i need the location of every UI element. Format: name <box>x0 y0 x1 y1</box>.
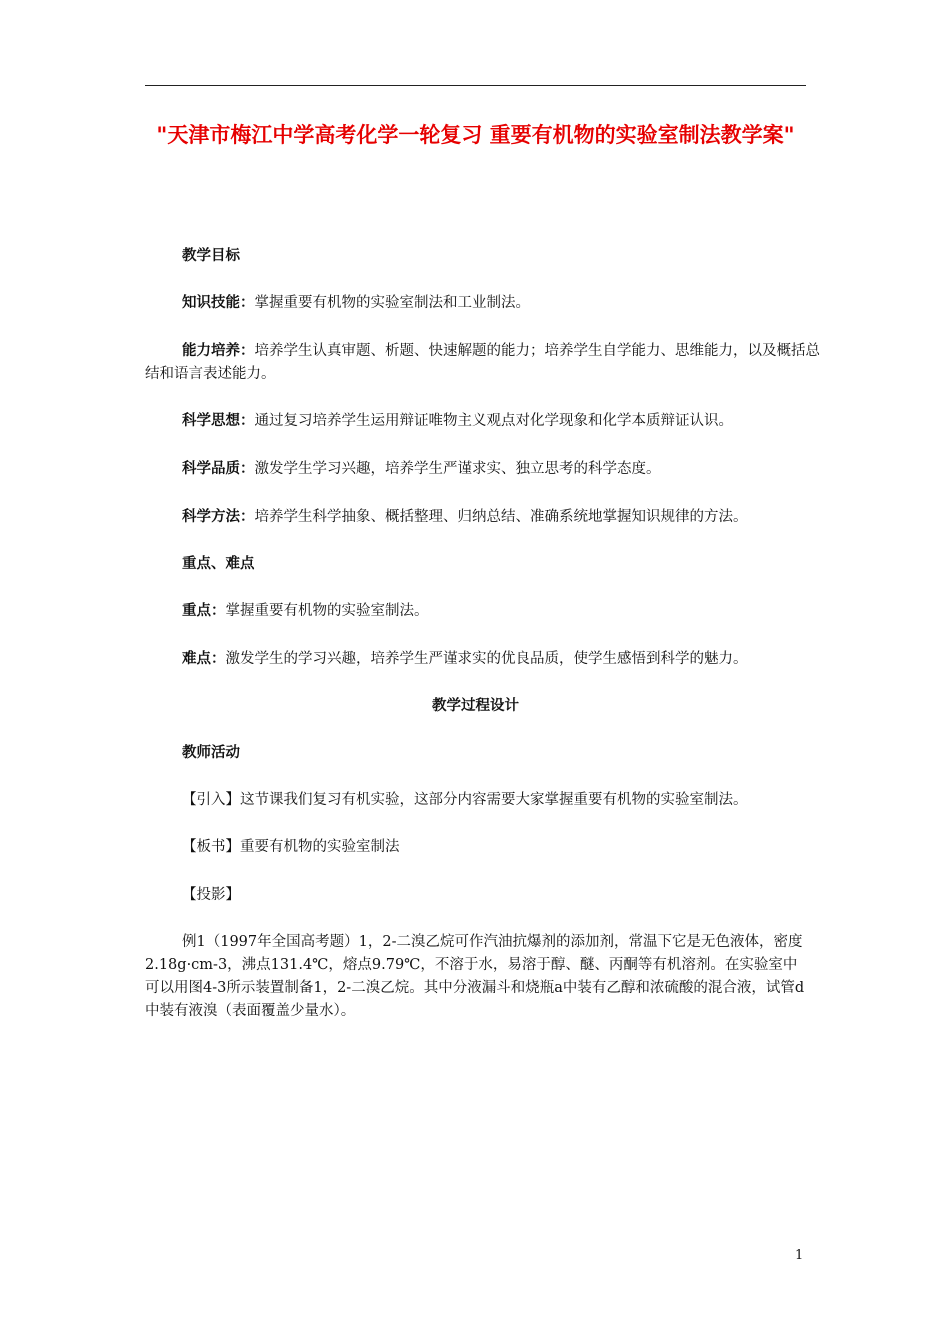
knowledge-text: 掌握重要有机物的实验室制法和工业制法。 <box>254 295 530 311</box>
quality-paragraph <box>145 458 820 481</box>
thought-text: 通过复习培养学生运用辩证唯物主义观点对化学现象和化学本质辩证认识。 <box>254 413 733 429</box>
ability-text: 培养学生认真审题、析题、快速解题的能力；培养学生自学能力、思维能力，以及概括总结和语言表述能力。 <box>145 343 820 382</box>
keypoints-heading: 重点、难点 <box>182 556 255 572</box>
knowledge-paragraph <box>145 292 820 315</box>
intro-paragraph: 【引入】这节课我们复习有机实验，这部分内容需要大家掌握重要有机物的实验室制法。 <box>182 792 748 808</box>
example-paragraph: 例1（1997年全国高考题）1，2-二溴乙烷可作汽油抗爆剂的添加剂，常温下它是无色液体，密度2.18g·cm-3，沸点131.4℃，熔点9.79℃，不溶于水，易溶于醇、醚、丙酮等有机溶剂。在实验室中可以用图4-3所示装置制备1，2-二溴乙烷。其中分液漏斗和烧瓶a中装有乙醇和浓硫酸的混合液，试管d中装有液溴（表面覆盖少量水）。 <box>145 934 805 1019</box>
method-label: 科学方法： <box>182 509 255 525</box>
knowledge-label: 知识技能： <box>182 295 255 311</box>
key-label: 重点： <box>182 603 226 619</box>
thought-paragraph <box>145 410 820 433</box>
header-rule <box>145 85 806 86</box>
difficult-label: 难点： <box>182 651 226 667</box>
process-heading: 教学过程设计 <box>432 698 519 714</box>
method-paragraph <box>145 506 820 529</box>
quality-label: 科学品质： <box>182 461 255 477</box>
projection-paragraph: 【投影】 <box>182 887 240 903</box>
board-paragraph: 【板书】重要有机物的实验室制法 <box>182 839 400 855</box>
key-paragraph <box>145 600 820 623</box>
quality-text: 激发学生学习兴趣，培养学生严谨求实、独立思考的科学态度。 <box>254 461 661 477</box>
ability-label: 能力培养： <box>182 343 255 359</box>
method-text: 培养学生科学抽象、概括整理、归纳总结、准确系统地掌握知识规律的方法。 <box>254 509 748 525</box>
thought-label: 科学思想： <box>182 413 255 429</box>
teacher-heading: 教师活动 <box>182 745 240 761</box>
goal-heading: 教学目标 <box>182 248 240 264</box>
document-title: "天津市梅江中学高考化学一轮复习 重要有机物的实验室制法教学案" <box>156 123 795 147</box>
page-number: 1 <box>795 1248 804 1263</box>
key-text: 掌握重要有机物的实验室制法。 <box>225 603 429 619</box>
difficult-text: 激发学生的学习兴趣，培养学生严谨求实的优良品质，使学生感悟到科学的魅力。 <box>225 651 748 667</box>
difficult-paragraph <box>145 648 820 671</box>
ability-paragraph <box>145 340 820 386</box>
